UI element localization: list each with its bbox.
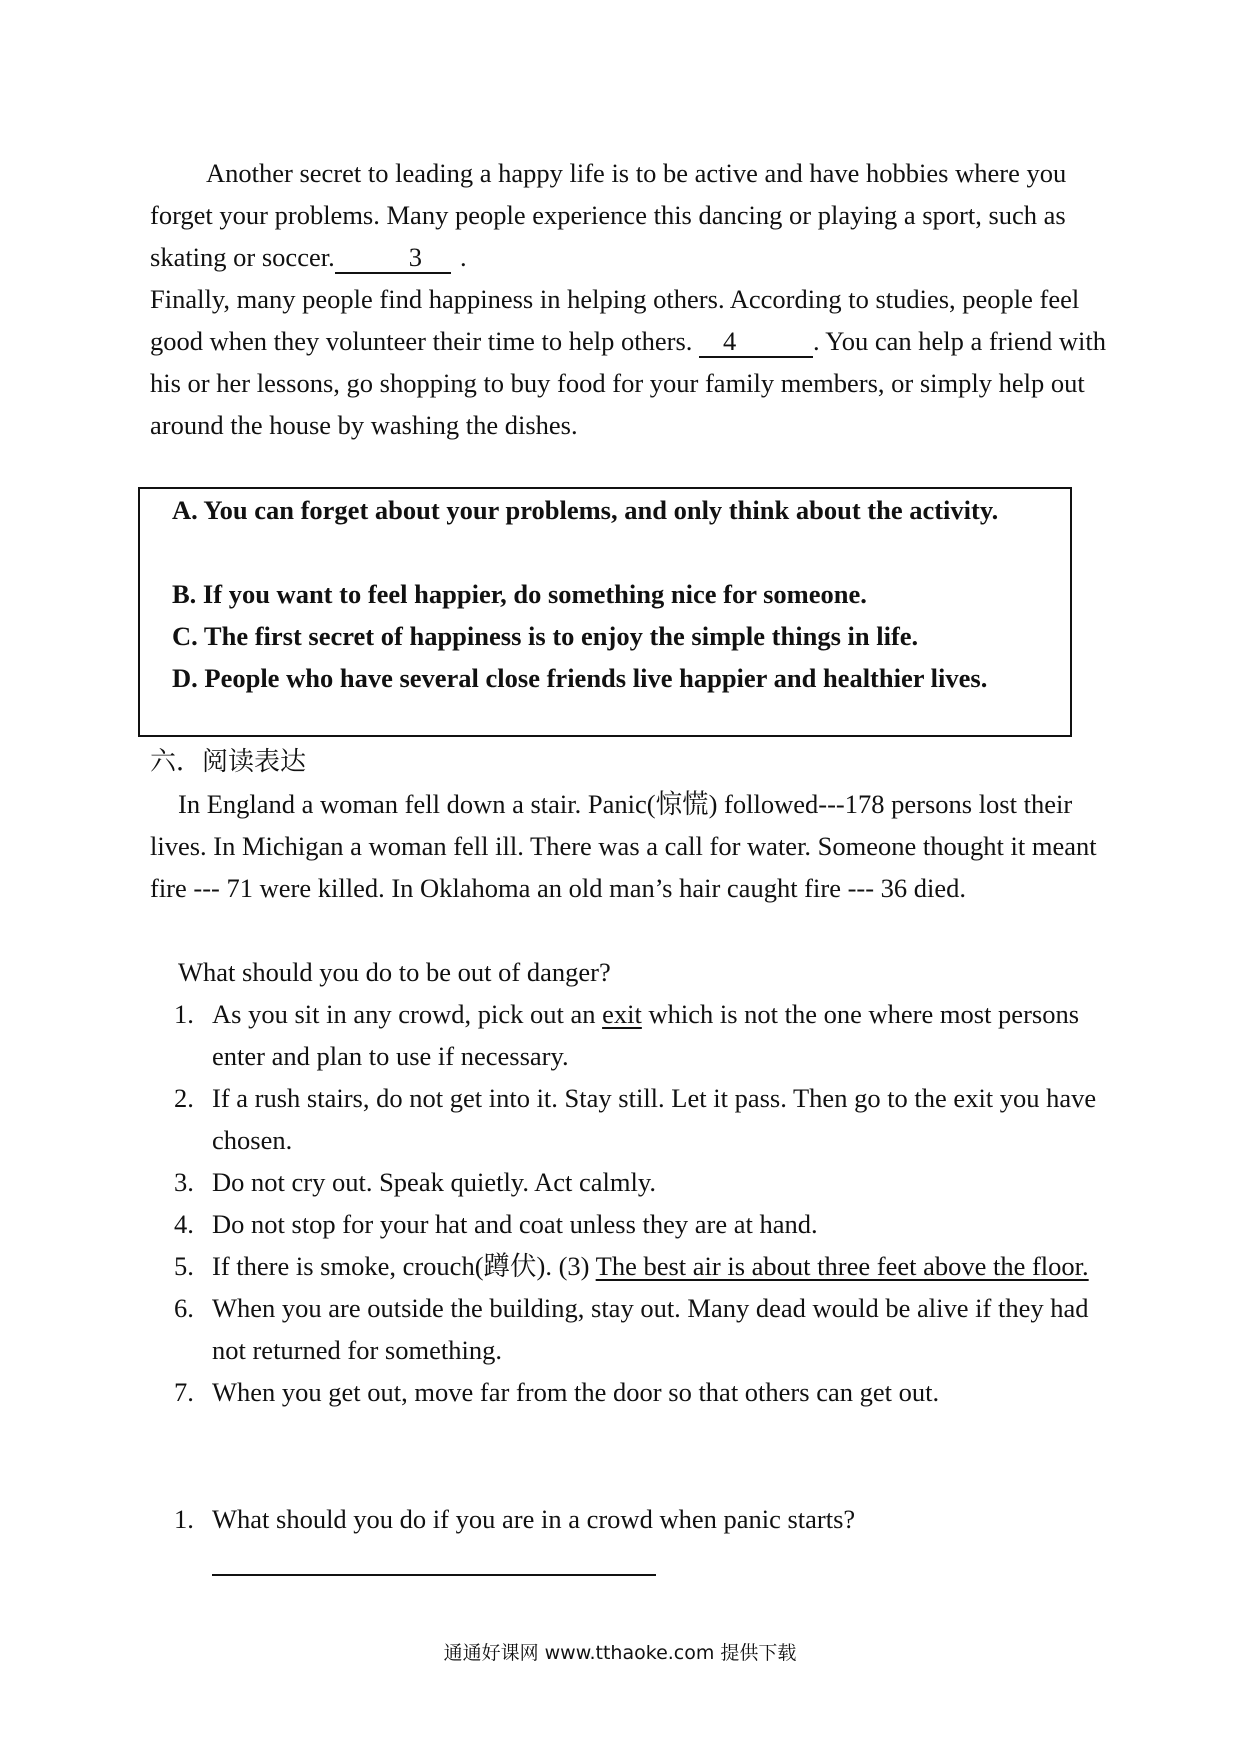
paragraph-2-rest: . You can help a friend with his or her lessons, go shopping to buy food for your family members, or simply help out around the house by washing the dishes.: [150, 326, 1106, 440]
passage-paragraph-2: [150, 278, 1110, 446]
option-c: C. The first secret of happiness is to enjoy the simple things in life.: [172, 621, 919, 651]
list-number: 3.: [174, 1167, 194, 1197]
option-b: B. If you want to feel happier, do something nice for someone.: [172, 579, 867, 609]
questions-list: [150, 1498, 1110, 1540]
list-item: [150, 1203, 1110, 1245]
question-item: [150, 1498, 1110, 1540]
blank-3: [335, 242, 467, 274]
underlined-sentence-3: The best air is about three feet above the floor.: [595, 1251, 1089, 1281]
reading-intro: In England a woman fell down a stair. Panic(惊慌) followed---178 persons lost their lives. In Michigan a woman fell ill. There was a call for water. Someone thought it meant fire --- 71 were killed. In Oklahoma an old man’s hair caught fire --- 36 died.: [150, 789, 1097, 903]
list-item: [150, 1161, 1110, 1203]
list-item: [150, 1245, 1110, 1287]
list-item: [150, 993, 1110, 1077]
tip-6-text: When you are outside the building, stay out. Many dead would be alive if they had not returned for something.: [212, 1293, 1089, 1365]
tip-5-text: If there is smoke, crouch(蹲伏). (3): [212, 1251, 596, 1281]
list-number: 4.: [174, 1209, 194, 1239]
answer-line[interactable]: [212, 1574, 656, 1576]
list-number: 5.: [174, 1251, 194, 1281]
question-number: 1.: [174, 1504, 194, 1534]
list-number: 2.: [174, 1083, 194, 1113]
paragraph-2-text: Finally, many people find happiness in helping others. According to studies, people feel good when they volunteer their time to help others.: [150, 284, 1080, 356]
tip-7-text: When you get out, move far from the door so that others can get out.: [212, 1377, 940, 1407]
passage-paragraph-1: [150, 152, 1110, 278]
blank-3-period: .: [459, 242, 467, 272]
tip-1-text-end: which is not the one where most persons enter and plan to use if necessary.: [212, 999, 1080, 1071]
question-1-text: What should you do if you are in a crowd when panic starts?: [212, 1504, 856, 1534]
list-item: [150, 1287, 1110, 1371]
page-footer: 通通好课网 www.tthaoke.com 提供下载: [443, 1642, 797, 1664]
tip-1-text: As you sit in any crowd, pick out an: [212, 999, 603, 1029]
paragraph-1-text: Another secret to leading a happy life is to be active and have hobbies where you forget your problems. Many people experience this dancing or playing a sport, such as skating or soccer.: [150, 158, 1067, 272]
tip-2-text: If a rush stairs, do not get into it. Stay still. Let it pass. Then go to the exit you have chosen.: [212, 1083, 1097, 1155]
safety-tips-list: [150, 993, 1110, 1413]
blank-4: 4: [699, 326, 813, 358]
list-number: 7.: [174, 1377, 194, 1407]
blank-3-number: 3: [408, 242, 422, 272]
list-number: 1.: [174, 999, 194, 1029]
option-a: A. You can forget about your problems, and only think about the activity.: [172, 495, 999, 525]
tip-4-text: Do not stop for your hat and coat unless they are at hand.: [212, 1209, 818, 1239]
list-number: 6.: [174, 1293, 194, 1323]
list-item: [150, 1077, 1110, 1161]
list-item: [150, 1371, 1110, 1413]
question-intro: What should you do to be out of danger?: [178, 957, 611, 987]
option-d: D. People who have several close friends live happier and healthier lives.: [172, 663, 988, 693]
underlined-exit: exit: [602, 999, 642, 1029]
tip-3-text: Do not cry out. Speak quietly. Act calmly.: [212, 1167, 657, 1197]
section-title: 六．阅读表达: [150, 747, 307, 777]
